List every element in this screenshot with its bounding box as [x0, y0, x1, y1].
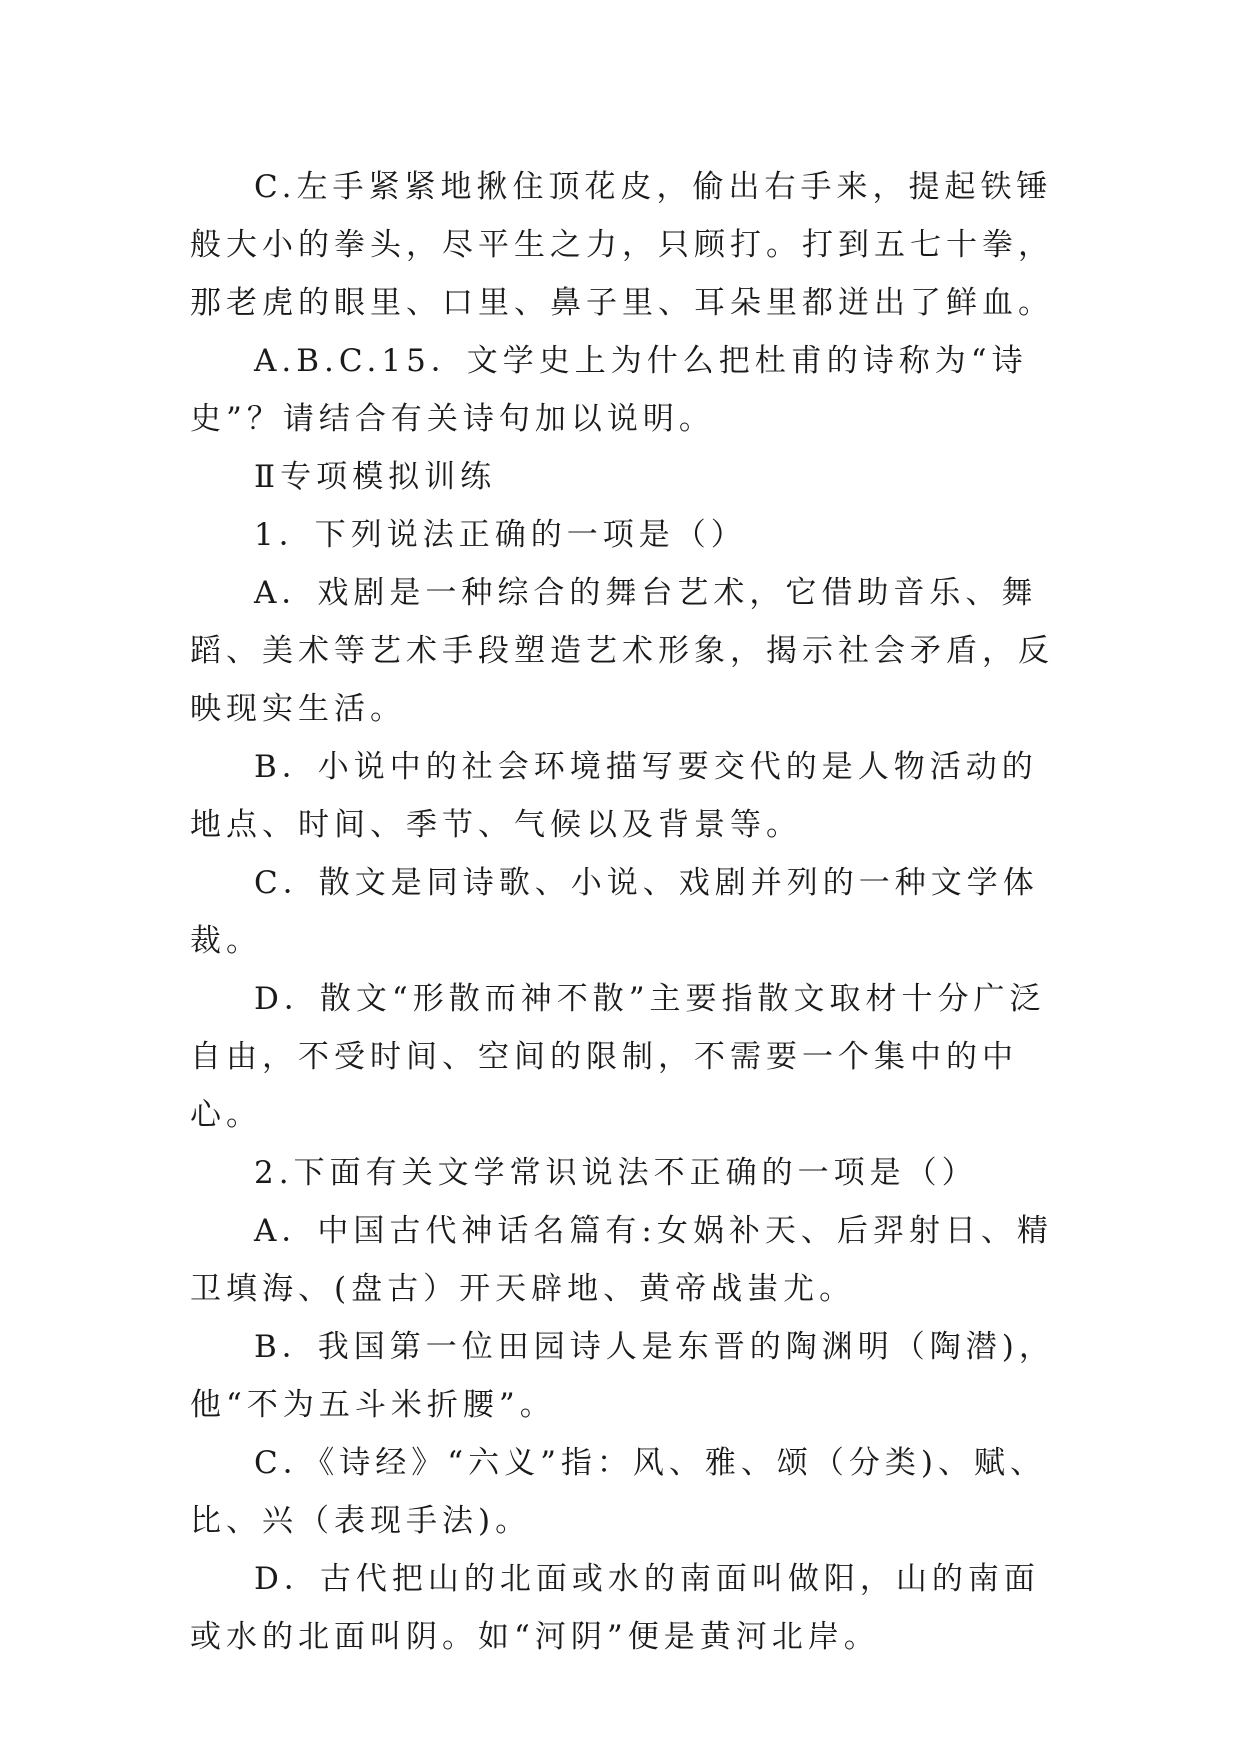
- paragraph-q1-option-a: A．戏剧是一种综合的舞台艺术，它借助音乐、舞蹈、美术等艺术手段塑造艺术形象，揭示社会矛盾，反映现实生活。: [190, 575, 1054, 727]
- paragraph-q2-option-a: A．中国古代神话名篇有:女娲补天、后羿射日、精卫填海、(盘古）开天辟地、黄帝战蚩尤。: [190, 1213, 1053, 1307]
- paragraph-q1-option-b: B．小说中的社会环境描写要交代的是人物活动的地点、时间、季节、气候以及背景等。: [190, 749, 1038, 843]
- paragraph-question-15: A.B.C.15．文学史上为什么把杜甫的诗称为“诗史”？请结合有关诗句加以说明。: [190, 343, 1028, 437]
- document-body: [190, 158, 1060, 1666]
- paragraph-q2-option-b: B．我国第一位田园诗人是东晋的陶渊明（陶潜)，他“不为五斗米折腰”。: [190, 1329, 1055, 1423]
- paragraph-option-c-tiger: C.左手紧紧地揪住顶花皮，偷出右手来，提起铁锤般大小的拳头，尽平生之力，只顾打。打到五七十拳，那老虎的眼里、口里、鼻子里、耳朵里都迸出了鲜血。: [190, 169, 1054, 321]
- paragraph-q2-option-c: C．《诗经》“六义”指：风、雅、颂（分类)、赋、比、兴（表现手法)。: [190, 1445, 1047, 1539]
- paragraph-q2-option-d: D．古代把山的北面或水的南面叫做阳，山的南面或水的北面叫阴。如“河阴”便是黄河北岸。: [190, 1561, 1040, 1655]
- paragraph-q1-option-c: C．散文是同诗歌、小说、戏剧并列的一种文学体裁。: [190, 865, 1039, 959]
- paragraph-question-1: 1．下列说法正确的一项是（）: [254, 517, 747, 553]
- section-heading-training: Ⅱ专项模拟训练: [254, 459, 497, 495]
- paragraph-q1-option-d: D．散文“形散而神不散”主要指散文取材十分广泛自由，不受时间、空间的限制，不需要一个集中的中心。: [190, 981, 1046, 1133]
- paragraph-question-2: 2.下面有关文学常识说法不正确的一项是（）: [254, 1155, 978, 1191]
